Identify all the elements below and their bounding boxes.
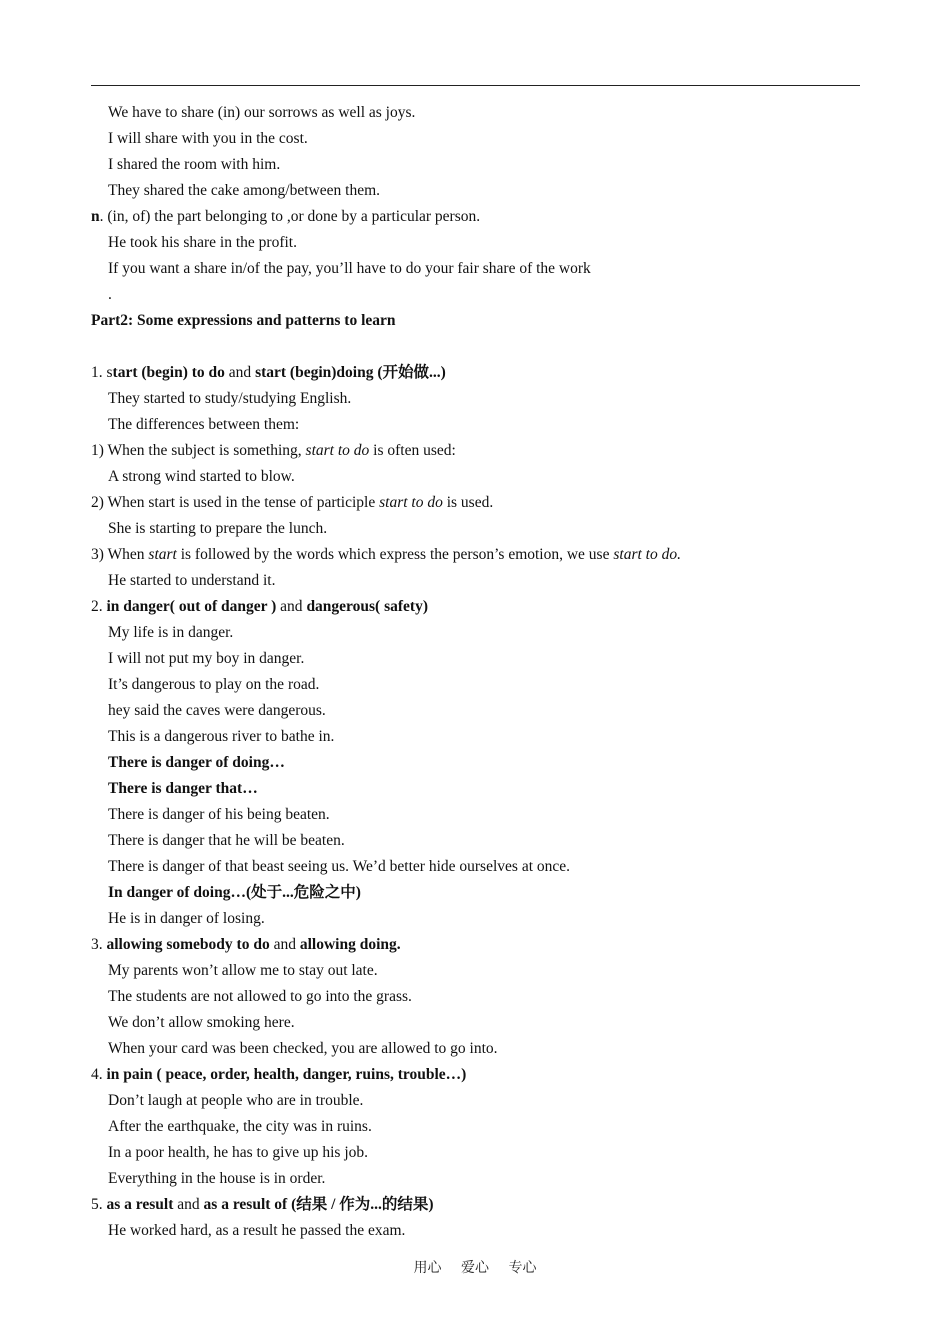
phrase-b: start (begin)doing (开始做...) <box>255 364 446 381</box>
conjunction: and <box>224 364 256 381</box>
conjunction: and <box>173 1196 204 1213</box>
pattern-text: In danger of doing…(处于...危险之中) <box>108 884 361 901</box>
rule-text: is followed by the words which express the person’s emotion, we use <box>176 546 614 563</box>
rule-italic: start <box>148 546 177 563</box>
example-line: We have to share (in) our sorrows as well as joys. <box>108 104 416 121</box>
document-body <box>91 100 860 1244</box>
example-line: They shared the cake among/between them. <box>108 182 380 199</box>
example-line: There is danger of his being beaten. <box>108 806 330 823</box>
conjunction: and <box>269 936 300 953</box>
rule-line-1 <box>91 438 860 464</box>
noun-label: n <box>91 208 100 225</box>
example-line: My life is in danger. <box>108 624 234 641</box>
spacer <box>91 334 860 360</box>
example-line: There is danger that he will be beaten. <box>108 832 345 849</box>
noun-definition-text: . (in, of) the part belonging to ,or done by a particular person. <box>99 208 481 225</box>
example-line: He took his share in the profit. <box>108 234 297 251</box>
rule-line-2 <box>91 490 860 516</box>
phrase: in pain ( peace, order, health, danger, ruins, trouble…) <box>106 1066 467 1083</box>
item-number: 4. <box>91 1066 107 1083</box>
phrase-b: as a result of (结果 / 作为...的结果) <box>203 1196 434 1213</box>
rule-line-3 <box>91 542 860 568</box>
example-line: There is danger of that beast seeing us. We’d better hide ourselves at once. <box>108 858 571 875</box>
pattern-line <box>91 880 860 906</box>
footer-text: 用心 <box>413 1261 442 1276</box>
example-line: The students are not allowed to go into the grass. <box>108 988 412 1005</box>
header-rule <box>91 85 860 86</box>
item-number: 2. <box>91 598 107 615</box>
example-line: We don’t allow smoking here. <box>108 1014 295 1031</box>
conjunction: and <box>276 598 307 615</box>
pattern-text: There is danger that… <box>108 780 258 797</box>
item-heading-3 <box>91 932 860 958</box>
item-heading-4 <box>91 1062 860 1088</box>
example-line: She is starting to prepare the lunch. <box>108 520 328 537</box>
phrase-b: allowing doing. <box>299 936 401 953</box>
phrase-b: dangerous( safety) <box>306 598 428 615</box>
rule-italic: start to do. <box>613 546 681 563</box>
item-heading-1 <box>91 360 860 386</box>
noun-definition <box>91 204 860 230</box>
pattern-line <box>91 750 860 776</box>
example-line: After the earthquake, the city was in ruins. <box>108 1118 372 1135</box>
example-line: If you want a share in/of the pay, you’ll have to do your fair share of the work <box>108 260 591 277</box>
example-line: It’s dangerous to play on the road. <box>108 676 320 693</box>
example-line: He started to understand it. <box>108 572 276 589</box>
item-heading-5 <box>91 1192 860 1218</box>
example-line: They started to study/studying English. <box>108 390 352 407</box>
example-line: A strong wind started to blow. <box>108 468 295 485</box>
phrase-a: as a result <box>106 1196 174 1213</box>
example-line: He worked hard, as a result he passed the exam. <box>108 1222 406 1239</box>
footer-text: 专心 <box>508 1261 537 1276</box>
rule-text: is often used: <box>369 442 456 459</box>
phrase-a: in danger( out of danger ) <box>106 598 277 615</box>
example-line: I will share with you in the cost. <box>108 130 308 147</box>
phrase-a: tart (begin) to do <box>112 364 225 381</box>
part2-heading: Part2: Some expressions and patterns to learn <box>91 312 396 329</box>
example-line: I will not put my boy in danger. <box>108 650 305 667</box>
rule-text: 3) When <box>91 546 149 563</box>
pattern-line <box>91 776 860 802</box>
example-line: Everything in the house is in order. <box>108 1170 326 1187</box>
example-line: My parents won’t allow me to stay out late. <box>108 962 378 979</box>
rule-text: 1) When the subject is something, <box>91 442 306 459</box>
phrase-a: allowing somebody to do <box>106 936 270 953</box>
rule-italic: start to do <box>305 442 370 459</box>
example-line: When your card was been checked, you are allowed to go into. <box>108 1040 498 1057</box>
item-heading-2 <box>91 594 860 620</box>
section-heading <box>91 308 860 334</box>
example-line: The differences between them: <box>108 416 300 433</box>
example-line: In a poor health, he has to give up his job. <box>108 1144 369 1161</box>
example-line: hey said the caves were dangerous. <box>108 702 326 719</box>
page-footer <box>0 1258 950 1280</box>
example-line: Don’t laugh at people who are in trouble. <box>108 1092 364 1109</box>
pattern-text: There is danger of doing… <box>108 754 285 771</box>
item-prefix: s <box>106 364 113 381</box>
example-line: I shared the room with him. <box>108 156 281 173</box>
item-number: 1. <box>91 364 107 381</box>
example-line: This is a dangerous river to bathe in. <box>108 728 335 745</box>
item-number: 5. <box>91 1196 107 1213</box>
rule-text: is used. <box>442 494 494 511</box>
rule-italic: start to do <box>379 494 443 511</box>
footer-text: 爱心 <box>461 1261 489 1276</box>
rule-text: 2) When start is used in the tense of participle <box>91 494 380 511</box>
example-line: He is in danger of losing. <box>108 910 265 927</box>
item-number: 3. <box>91 936 107 953</box>
example-line: . <box>108 286 112 303</box>
